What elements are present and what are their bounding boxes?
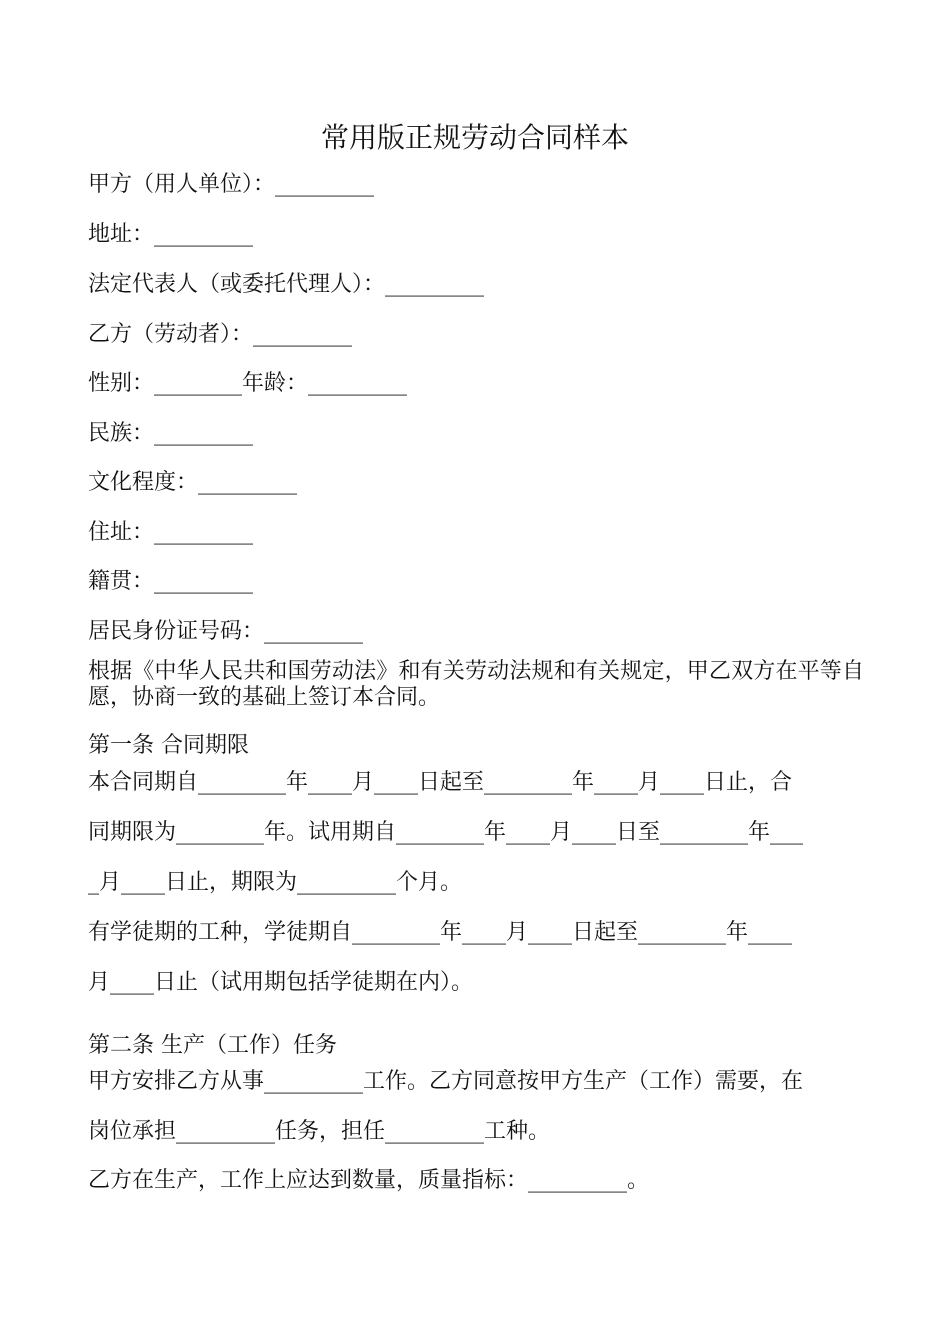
article-1-line-5: 月____日止（试用期包括学徒期在内）。 — [88, 970, 474, 995]
party-b-field: 乙方（劳动者）：_________ — [88, 322, 353, 347]
legal-rep-field: 法定代表人（或委托代理人）：_________ — [88, 272, 485, 297]
residence-field: 住址：_________ — [88, 520, 254, 545]
address-field: 地址：_________ — [88, 222, 254, 247]
article-1-line-3: _月____日止，期限为_________个月。 — [88, 870, 463, 895]
article-1-line-4: 有学徒期的工种，学徒期自________年____月____日起至________年____ — [88, 920, 793, 945]
education-field: 文化程度：_________ — [88, 470, 298, 495]
article-2-line-1: 甲方安排乙方从事_________工作。乙方同意按甲方生产（工作）需要，在 — [88, 1069, 804, 1094]
id-number-field: 居民身份证号码：_________ — [88, 619, 364, 644]
article-2-line-2: 岗位承担_________任务，担任_________工种。 — [88, 1119, 551, 1144]
article-1-heading: 第一条 合同期限 — [88, 733, 249, 758]
preamble-paragraph: 根据《中华人民共和国劳动法》和有关劳动法规和有关规定，甲乙双方在平等自愿，协商一致的基础上签订本合同。 — [88, 659, 864, 710]
party-a-field: 甲方（用人单位）：_________ — [88, 172, 375, 197]
document-title: 常用版正规劳动合同样本 — [320, 121, 629, 154]
article-1-line-2: 同期限为________年。试用期自________年____月____日至________年___ — [88, 820, 804, 845]
ethnicity-field: 民族：_________ — [88, 421, 254, 446]
article-2-line-3: 乙方在生产，工作上应达到数量，质量指标：_________。 — [88, 1168, 650, 1193]
article-1-line-1: 本合同期自________年____月____日起至________年____月____日止，合 — [88, 770, 793, 795]
article-2-heading: 第二条 生产（工作）任务 — [88, 1033, 337, 1058]
gender-age-field: 性别：________年龄：_________ — [88, 371, 408, 396]
native-place-field: 籍贯：_________ — [88, 569, 254, 594]
